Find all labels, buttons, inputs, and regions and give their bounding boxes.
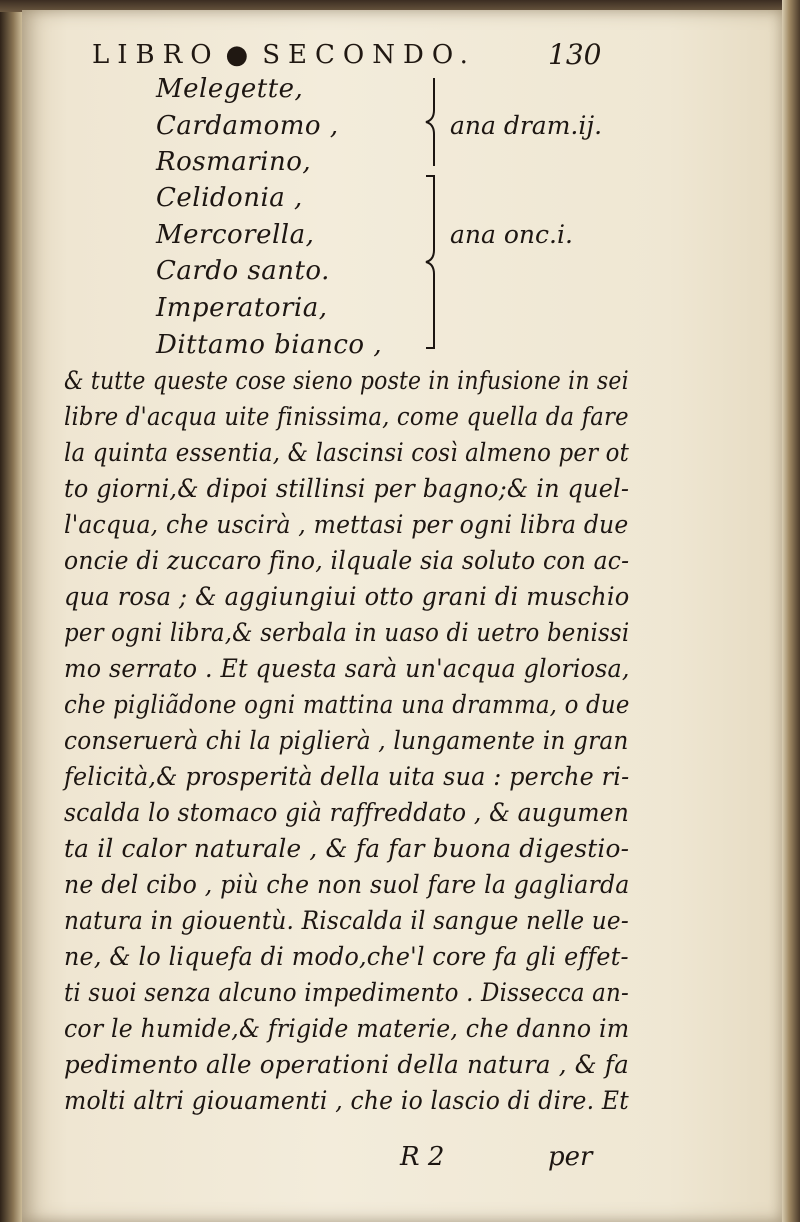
ingredient-item: Cardo santo. (156, 256, 330, 286)
text-line: scalda lo stomaco già raffreddato , & augumen (64, 798, 629, 827)
text-line: cor le humide,& frigide materie, che danno im (64, 1014, 630, 1043)
text-line: to giorni,& dipoi stillinsi per bagno;& in quel- (64, 474, 630, 503)
text-line: & tutte queste cose sieno poste in infusione in sei (64, 366, 629, 395)
text-line: ne del cibo , più che non suol fare la gagliarda (64, 870, 630, 899)
catchword: per (548, 1142, 593, 1172)
page-number: 130 (548, 38, 602, 71)
text-line: ta il calor naturale , & fa far buona digestio- (64, 834, 630, 863)
text-line: ti suoi senza alcuno impedimento . Dissecca an- (64, 978, 629, 1007)
text-line: l'acqua, che uscirà , mettasi per ogni libra due (64, 510, 629, 539)
book-right-edge (782, 0, 800, 1222)
text-line: mo serrato . Et questa sarà un'acqua gloriosa, (64, 654, 630, 683)
running-head-right: SECONDO. (262, 40, 476, 70)
brace-icon (420, 172, 446, 356)
text-line: oncie di zuccaro fino, ilquale sia soluto con ac- (64, 546, 630, 575)
text-line: che pigliãdone ogni mattina una dramma, o due (64, 690, 630, 719)
ingredient-item: Dittamo bianco , (156, 330, 383, 360)
ingredient-item: Cardamomo , (156, 111, 339, 141)
fleuron-icon: ● (225, 40, 257, 70)
text-line: libre d'acqua uite finissima, come quella da fare (64, 402, 629, 431)
text-line: felicità,& prosperità della uita sua : perche ri- (64, 762, 630, 791)
text-line: per ogni libra,& serbala in uaso di uetro benissi (64, 618, 630, 647)
text-line: natura in giouentù. Riscalda il sangue nelle ue- (64, 906, 629, 935)
signature-mark: R 2 (400, 1142, 445, 1172)
ingredient-item: Mercorella, (156, 220, 315, 250)
text-line: conseruerà chi la piglierà , lungamente in gran (64, 726, 629, 755)
running-head-left: LIBRO (92, 40, 220, 70)
ingredient-item: Melegette, (156, 74, 304, 104)
running-head (92, 40, 476, 70)
dose-label: ana onc.i. (450, 220, 573, 249)
dose-label: ana dram.ij. (450, 111, 603, 140)
text-line: qua rosa ; & aggiungiui otto grani di muschio (64, 582, 630, 611)
brace-icon (420, 74, 446, 170)
text-line: la quinta essentia, & lascinsi così almeno per ot (64, 438, 630, 467)
text-line: ne, & lo liquefa di modo,che'l core fa gli effet- (64, 942, 629, 971)
ingredient-item: Rosmarino, (156, 147, 312, 177)
previous-page-edge (0, 0, 22, 1222)
text-line: pedimento alle operationi della natura , & fa (64, 1050, 630, 1079)
ingredient-item: Imperatoria, (156, 293, 328, 323)
text-line: molti altri giouamenti , che io lascio di dire. Et (64, 1086, 629, 1115)
ingredient-item: Celidonia , (156, 183, 303, 213)
